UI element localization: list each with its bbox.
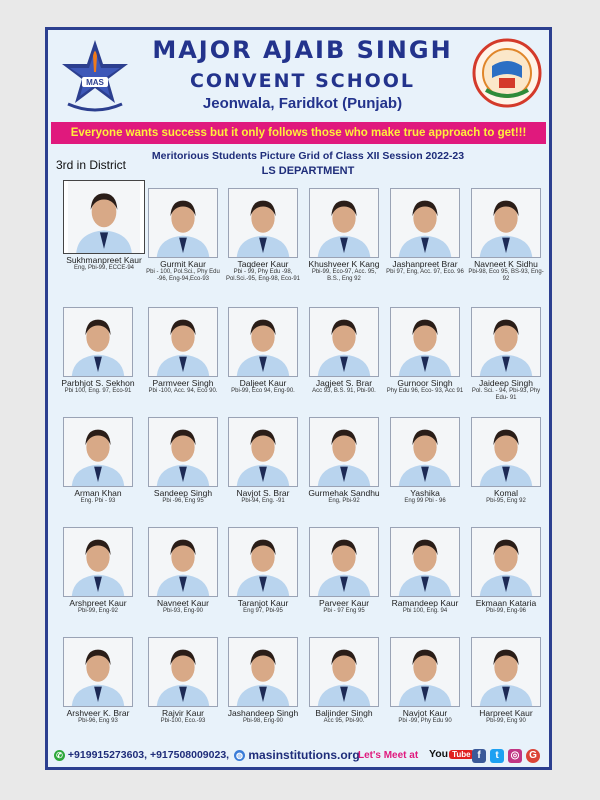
- student-card: [385, 527, 465, 615]
- student-card: [223, 637, 303, 725]
- student-name: Jashandeep Singh: [227, 708, 299, 718]
- student-name: Rajvir Kaur: [161, 708, 205, 718]
- student-card: [143, 307, 223, 395]
- student-card: [466, 527, 546, 615]
- student-photo: [309, 637, 379, 707]
- student-name: Arman Khan: [74, 488, 122, 498]
- department-label: LS DEPARTMENT: [261, 165, 355, 177]
- facebook-icon[interactable]: f: [472, 749, 486, 763]
- student-card: [385, 637, 465, 725]
- student-marks: Pbi -99, Phy Edu 90: [398, 718, 452, 724]
- student-name: Taqdeer Kaur: [237, 259, 289, 269]
- student-card: [304, 527, 384, 615]
- student-photo: [471, 188, 541, 258]
- student-name: Yashika: [410, 488, 440, 498]
- student-name: Harpreet Kaur: [479, 708, 533, 718]
- student-marks: Pbi-99, Eng 90: [486, 718, 526, 724]
- student-marks: Eng, Pbi-99, ECCE-94: [73, 265, 135, 271]
- student-photo: [228, 307, 298, 377]
- student-marks: Pbi 100, Eng. 97, Eco-91: [64, 388, 132, 394]
- student-name: Jagjeet S. Brar: [315, 378, 373, 388]
- student-name: Navjot S. Brar: [236, 488, 290, 498]
- student-name: Taranjot Kaur: [237, 598, 289, 608]
- student-marks: Phy Edu 96, Eco- 93, Acc 91: [386, 388, 464, 394]
- student-name: Parveer Kaur: [318, 598, 370, 608]
- student-photo: [309, 417, 379, 487]
- student-card: [385, 307, 465, 395]
- footer-website[interactable]: [234, 748, 360, 762]
- student-card: [223, 527, 303, 615]
- grid-title: Meritorious Students Picture Grid of Class XII Session 2022-23: [151, 150, 465, 162]
- student-marks: Pbi-99, Eco 94, Eng-90.: [231, 388, 295, 394]
- student-marks: Pbi-98, Eco 95, BS-93, Eng-92: [468, 269, 544, 282]
- globe-icon: ◍: [234, 750, 245, 761]
- student-card: [223, 417, 303, 505]
- header: [48, 30, 549, 120]
- student-card: [143, 188, 223, 283]
- student-marks: Pbi-100, Eco.-93: [160, 718, 206, 724]
- student-name: Navneet K Sidhu: [474, 259, 538, 269]
- student-marks: Pbi - 100, Pol.Sci., Phy Edu -96, Eng-94,Eco-93: [146, 269, 220, 282]
- student-name: Khushveer K Kang: [308, 259, 380, 269]
- student-card: [223, 307, 303, 395]
- student-marks: Acc 93, B.S. 91, Pbi-90.: [312, 388, 376, 394]
- student-name: Jashanpreet Brar: [392, 259, 458, 269]
- student-photo: [63, 527, 133, 597]
- student-name: Parbhjot S. Sekhon: [61, 378, 135, 388]
- student-name: Navjot Kaur: [402, 708, 448, 718]
- student-photo: [148, 188, 218, 258]
- student-photo: [148, 637, 218, 707]
- student-photo: [228, 417, 298, 487]
- student-photo: [228, 188, 298, 258]
- lets-meet-label: Let's Meet at: [358, 750, 419, 761]
- student-card: [385, 417, 465, 505]
- student-photo: [148, 417, 218, 487]
- student-photo: [309, 188, 379, 258]
- student-photo: [390, 188, 460, 258]
- student-name: Komal: [493, 488, 519, 498]
- student-card: [58, 637, 138, 725]
- student-card: [58, 417, 138, 505]
- student-marks: Pbi-95, Eng 92: [486, 498, 526, 504]
- student-marks: Acc 95, Pbi-90.: [323, 718, 365, 724]
- student-name: Ekmaan Kataria: [475, 598, 537, 608]
- student-marks: Eng 97, Pbi-95: [243, 608, 283, 614]
- student-marks: Pbi -100, Acc. 94, Eco 90.: [148, 388, 218, 394]
- student-marks: Pbi-99, Eco-97, Acc. 95, B.S., Eng 92: [311, 269, 377, 282]
- student-marks: Pbi-93, Eng-90: [162, 608, 204, 614]
- student-photo: [148, 307, 218, 377]
- student-marks: Pbi-99, Eng-92: [77, 608, 119, 614]
- student-marks: Pbi - 99, Phy Edu -98, Pol.Sci.-95, Eng-98, Eco-91: [225, 269, 301, 282]
- student-marks: Pol. Sci. - 94, Pbi-93, Phy Edu- 91: [471, 388, 541, 401]
- student-card: [466, 417, 546, 505]
- student-marks: Pbi 100, Eng. 94: [402, 608, 448, 614]
- school-location: Jeonwala, Faridkot (Punjab): [202, 95, 403, 112]
- student-marks: Pbi 97, Eng, Acc. 97, Eco. 96: [386, 269, 464, 275]
- student-name: Parmveer Singh: [152, 378, 214, 388]
- student-photo: [63, 637, 133, 707]
- student-marks: Pbi-99, Eng-96: [485, 608, 527, 614]
- student-photo: [228, 637, 298, 707]
- student-card: [385, 188, 465, 276]
- phone-numbers: +919915273603, +917508009023,: [67, 749, 230, 761]
- student-marks: Pbi -96, Eng 95: [162, 498, 204, 504]
- youtube-logo-icon[interactable]: You Tube: [429, 748, 474, 760]
- student-name: Ramandeep Kaur: [391, 598, 459, 608]
- student-marks: Pbi-98, Eng-90: [242, 718, 284, 724]
- school-star-logo-icon: [60, 36, 130, 114]
- footer-phones: [54, 749, 229, 761]
- student-name: Sukhmanpreet Kaur: [66, 255, 142, 265]
- instagram-icon[interactable]: ◎: [508, 749, 522, 763]
- student-photo: [148, 527, 218, 597]
- svg-text:MAS: MAS: [86, 78, 104, 87]
- district-rank-label: 3rd in District: [56, 158, 127, 172]
- student-photo: [63, 180, 145, 254]
- student-photo: [309, 527, 379, 597]
- motto-banner: Everyone wants success but it only follows those who make true approach to get!!!: [51, 122, 546, 144]
- student-card: [304, 417, 384, 505]
- student-photo: [471, 307, 541, 377]
- student-marks: Eng 99 Pbi - 96: [404, 498, 446, 504]
- student-card: [466, 188, 546, 283]
- google-plus-icon[interactable]: G: [526, 749, 540, 763]
- student-photo: [471, 417, 541, 487]
- school-seal-logo-icon: [472, 38, 542, 108]
- student-name: Arshveer K. Brar: [66, 708, 130, 718]
- student-marks: Eng. Pbi - 93: [80, 498, 116, 504]
- student-name: Gurnoor Singh: [397, 378, 453, 388]
- student-marks: Eng, Pbi-92: [328, 498, 360, 504]
- student-name: Sandeep Singh: [153, 488, 213, 498]
- student-photo: [390, 307, 460, 377]
- student-card: [466, 637, 546, 725]
- student-name: Daljeet Kaur: [239, 378, 287, 388]
- poster: [45, 27, 552, 770]
- website-link[interactable]: masinstitutions.org: [248, 748, 360, 762]
- student-card: [143, 527, 223, 615]
- student-photo: [63, 307, 133, 377]
- student-card: [58, 527, 138, 615]
- student-marks: Pbi-94, Eng. -91: [241, 498, 285, 504]
- student-card: [304, 637, 384, 725]
- student-photo: [390, 527, 460, 597]
- student-marks: Pbi - 97 Eng 95: [323, 608, 365, 614]
- student-card: [223, 188, 303, 283]
- student-name: Baljinder Singh: [315, 708, 373, 718]
- student-name: Navneet Kaur: [157, 598, 209, 608]
- twitter-icon[interactable]: t: [490, 749, 504, 763]
- student-card: [58, 180, 150, 272]
- student-name: Jaideep Singh: [479, 378, 533, 388]
- student-card: [304, 188, 384, 283]
- student-card: [466, 307, 546, 402]
- student-name: Gurmehak Sandhu: [308, 488, 380, 498]
- phone-icon: ✆: [54, 750, 65, 761]
- student-marks: Pbi-96, Eng 93: [78, 718, 118, 724]
- student-card: [304, 307, 384, 395]
- student-card: [143, 637, 223, 725]
- student-photo: [228, 527, 298, 597]
- student-photo: [471, 637, 541, 707]
- student-photo: [390, 637, 460, 707]
- student-photo: [390, 417, 460, 487]
- student-name: Gurmit Kaur: [160, 259, 206, 269]
- student-card: [143, 417, 223, 505]
- student-name: Arshpreet Kaur: [69, 598, 127, 608]
- footer: [48, 745, 549, 767]
- student-photo: [63, 417, 133, 487]
- student-photo: [471, 527, 541, 597]
- student-card: [58, 307, 138, 395]
- student-photo: [309, 307, 379, 377]
- school-name-line2: CONVENT SCHOOL: [189, 70, 416, 92]
- school-name-line1: MAJOR AJAIB SINGH: [152, 36, 453, 64]
